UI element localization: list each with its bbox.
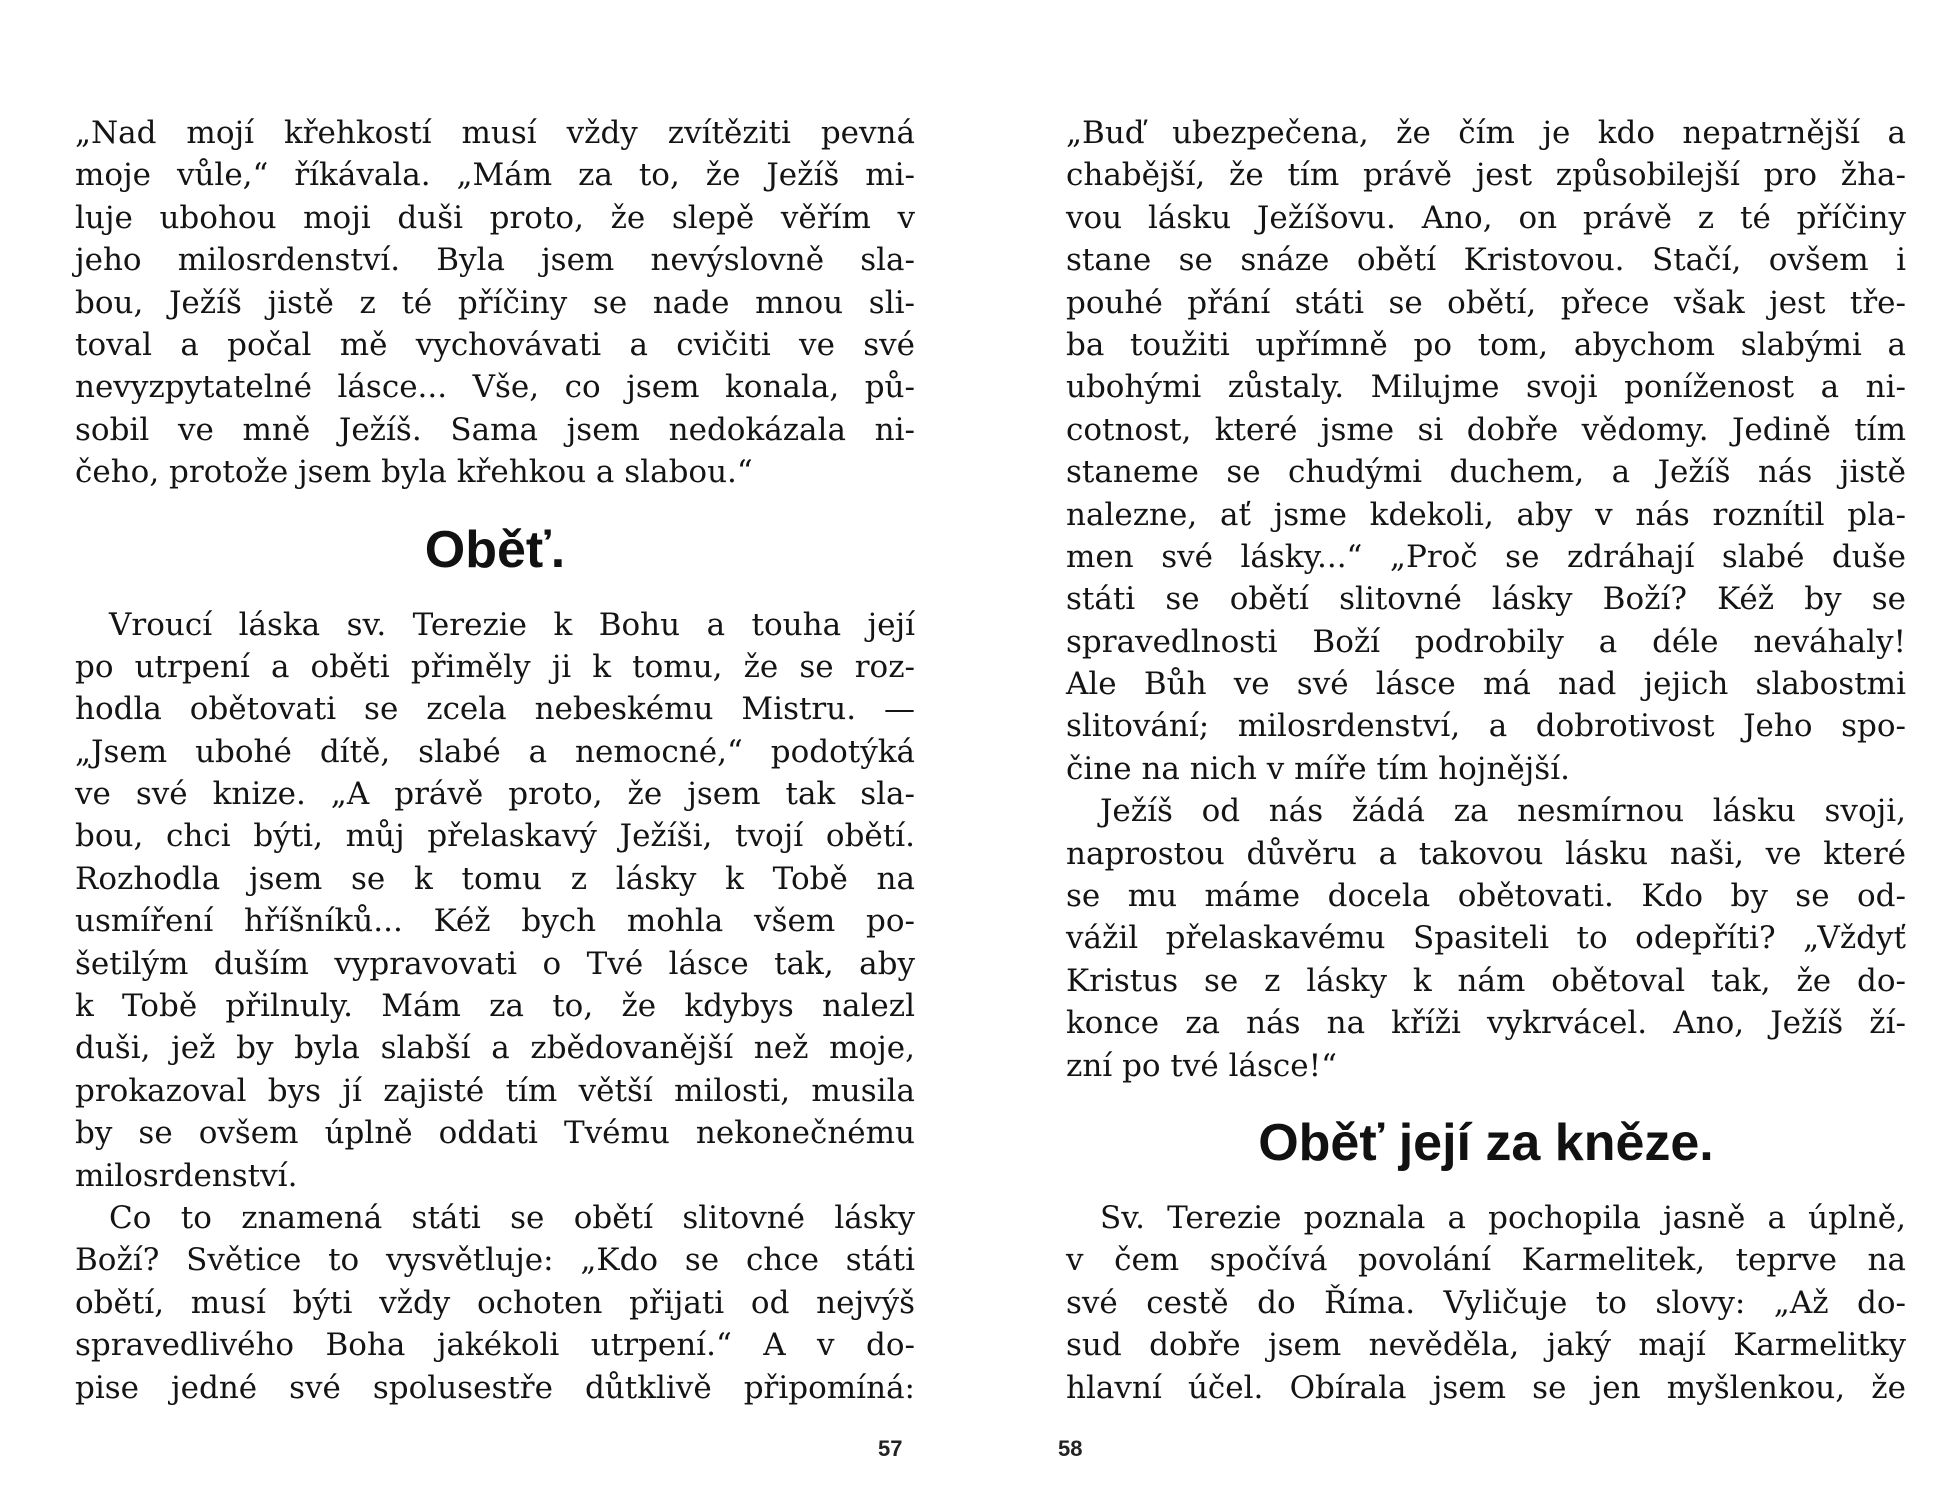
text-line: v čem spočívá povolání Karmelitek, teprve na — [1066, 1242, 1906, 1279]
text-line: men své lásky...“ „Proč se zdráhají slabé duše — [1066, 538, 1906, 575]
text-line: bou, chci býti, můj přelaskavý Ježíši, tvojí obětí. — [75, 818, 915, 855]
section-heading: Oběť. — [424, 520, 566, 579]
text-line: nevyzpytatelné lásce... Vše, co jsem konala, pů- — [75, 369, 915, 406]
text-line: ve své knize. „A právě proto, že jsem tak sla- — [75, 776, 915, 813]
text-line: milosrdenství. — [75, 1157, 298, 1194]
text-line: toval a počal mě vychovávati a cvičiti ve své — [75, 326, 915, 363]
text-line: konce za nás na kříži vykrvácel. Ano, Ježíš ží- — [1066, 1005, 1906, 1042]
text-line: šetilým duším vypravovati o Tvé lásce tak, aby — [75, 945, 915, 982]
left-paragraph-3 — [75, 1197, 915, 1409]
text-line: vou lásku Ježíšovu. Ano, on právě z té příčiny — [1066, 199, 1906, 236]
text-line: státi se obětí slitovné lásky Boží? Kéž by se — [1066, 581, 1906, 618]
text-line: naprostou důvěru a takovou lásku naši, ve které — [1066, 835, 1906, 872]
text-line: „Jsem ubohé dítě, slabé a nemocné,“ podotýká — [75, 733, 915, 770]
right-paragraph-1 — [1066, 112, 1906, 790]
text-line: Ježíš od nás žádá za nesmírnou lásku svoji, — [1100, 793, 1906, 830]
text-line: čine na nich v míře tím hojnější. — [1066, 750, 1570, 787]
text-line: usmíření hříšníků... Kéž bych mohla všem po- — [75, 903, 915, 940]
text-line: Co to znamená státi se obětí slitovné lásky — [109, 1199, 915, 1236]
text-line: své cestě do Říma. Vyličuje to slovy: „Až do- — [1066, 1284, 1906, 1321]
left-paragraph-2 — [75, 604, 915, 1197]
right-paragraph-3 — [1066, 1197, 1906, 1409]
text-line: obětí, musí býti vždy ochoten přijati od nejvýš — [75, 1284, 915, 1321]
text-line: spravedlnosti Boží podrobily a déle neváhaly! — [1066, 623, 1906, 660]
text-line: se mu máme docela obětovati. Kdo by se od- — [1066, 878, 1906, 915]
right-paragraph-2 — [1066, 790, 1906, 1087]
text-line: „Nad mojí křehkostí musí vždy zvítěziti pevná — [75, 115, 915, 151]
text-line: moje vůle,“ říkávala. „Mám za to, že Ježíš mi- — [75, 157, 915, 194]
text-line: pise jedné své spolusestře důtklivě připomíná: — [75, 1369, 915, 1406]
text-line: stane se snáze obětí Kristovou. Stačí, ovšem i — [1066, 242, 1906, 279]
text-line: po utrpení a oběti přiměly ji k tomu, že se roz- — [75, 648, 915, 685]
text-line: pouhé přání státi se obětí, přece však jest tře- — [1066, 284, 1906, 321]
page-number: 58 — [1058, 1436, 1083, 1461]
text-line: slitování; milosrdenství, a dobrotivost Jeho spo- — [1066, 708, 1906, 745]
text-line: chabější, že tím právě jest způsobilejší pro žha- — [1066, 157, 1906, 194]
page-number: 57 — [878, 1436, 903, 1461]
text-line: „Buď ubezpečena, že čím je kdo nepatrnější a — [1066, 115, 1906, 151]
text-line: čeho, protože jsem byla křehkou a slabou.“ — [75, 454, 753, 491]
text-line: staneme se chudými duchem, a Ježíš nás jistě — [1066, 454, 1906, 491]
text-line: jeho milosrdenství. Byla jsem nevýslovně sla- — [75, 242, 915, 279]
text-line: duši, jež by byla slabší a zbědovanější než moje, — [75, 1030, 915, 1067]
text-line: spravedlivého Boha jakékoli utrpení.“ A v do- — [75, 1327, 915, 1364]
text-line: cotnost, které jsme si dobře vědomy. Jedině tím — [1066, 411, 1906, 448]
text-line: vážil přelaskavému Spasiteli to odepříti? „Vždyť — [1066, 920, 1906, 957]
text-line: sud dobře jsem nevěděla, jaký mají Karmelitky — [1066, 1327, 1906, 1364]
text-line: Kristus se z lásky k nám obětoval tak, že do- — [1066, 962, 1906, 999]
text-line: hodla obětovati se zcela nebeskému Mistru. — — [75, 691, 915, 728]
text-line: zní po tvé lásce!“ — [1066, 1047, 1337, 1084]
left-paragraph-1 — [75, 112, 915, 494]
text-line: nalezne, ať jsme kdekoli, aby v nás roznítil pla- — [1066, 496, 1906, 533]
text-line: ba toužiti upřímně po tom, abychom slabými a — [1066, 326, 1906, 363]
right-page — [1066, 112, 1906, 1409]
text-line: k Tobě přilnuly. Mám za to, že kdybys nalezl — [75, 988, 915, 1025]
text-line: prokazoval bys jí zajisté tím větší milosti, musila — [75, 1072, 915, 1109]
text-line: ubohými zůstaly. Milujme svoji poníženost a ni- — [1066, 369, 1906, 406]
left-page — [75, 112, 915, 1409]
text-line: Sv. Terezie poznala a pochopila jasně a úplně, — [1100, 1199, 1906, 1236]
section-heading: Oběť její za kněze. — [1258, 1113, 1714, 1172]
text-line: Boží? Světice to vysvětluje: „Kdo se chce státi — [75, 1242, 915, 1279]
text-line: bou, Ježíš jistě z té příčiny se nade mnou sli- — [75, 284, 915, 321]
text-line: sobil ve mně Ježíš. Sama jsem nedokázala ni- — [75, 411, 915, 448]
text-line: Vroucí láska sv. Terezie k Bohu a touha její — [109, 606, 915, 643]
text-line: by se ovšem úplně oddati Tvému nekonečnému — [75, 1115, 915, 1152]
text-line: hlavní účel. Obírala jsem se jen myšlenkou, že — [1066, 1369, 1906, 1406]
text-line: luje ubohou moji duši proto, že slepě věřím v — [75, 199, 915, 236]
text-line: Ale Bůh ve své lásce má nad jejich slabostmi — [1066, 666, 1906, 703]
text-line: Rozhodla jsem se k tomu z lásky k Tobě na — [75, 860, 915, 897]
